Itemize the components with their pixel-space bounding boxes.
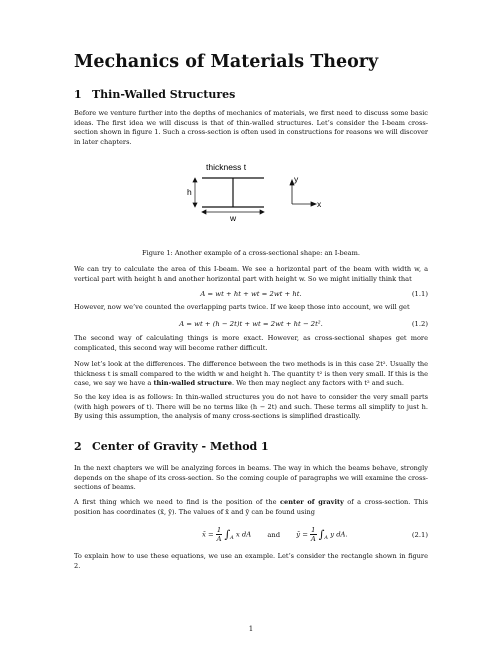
eq-integrand: y dA. (330, 530, 348, 539)
section-title: Thin-Walled Structures (92, 88, 236, 101)
eq-integrand: x dA (235, 530, 252, 539)
term-thin-walled-structure: thin-walled structure (153, 379, 232, 388)
figure-label-w: w (230, 213, 237, 223)
page-number: 1 (248, 625, 254, 633)
text-run: of a cross-section. This position has coordinates (x̄, ȳ). The values of x̄ and ȳ can be found using (74, 498, 428, 516)
equation-1-2-tag: (1.2) (411, 320, 428, 328)
integral-sign: ∫ (224, 528, 231, 541)
equation-1-1-body: A = wt + ht + wt = 2wt + ht. (200, 290, 302, 298)
paragraph-area-intro: We can try to calculate the area of this I-beam. We see a horizontal part of the beam with width w, a vertical part with height h and another horizontal part with height w. So we might initially think that (74, 265, 428, 283)
fraction (310, 526, 316, 543)
equation-1-1-tag: (1.1) (411, 290, 428, 298)
paragraph-exact: The second way of calculating things is more exact. However, as cross-sectional shapes get more complicated, this second way will become rather difficult. (74, 334, 428, 352)
integral-subscript: A (324, 534, 329, 541)
figure-label-h: h (187, 187, 192, 197)
paragraph-example: To explain how to use these equations, we use an example. Let’s consider the rectangle shown in figure 2. (74, 552, 428, 570)
section-number: 1 (74, 88, 82, 101)
figure-label-y: y (294, 174, 299, 184)
fraction-denominator: A (310, 535, 316, 543)
equation-2-1 (74, 524, 428, 546)
figure-caption: Figure 1: Another example of a cross-sectional shape: an I-beam. (142, 249, 360, 257)
equation-1-2 (74, 320, 428, 330)
section-1-heading (74, 88, 235, 101)
equation-2-1-body (202, 526, 348, 543)
fraction (216, 526, 222, 543)
figure-label-x: x (317, 199, 322, 209)
section-number: 2 (74, 440, 82, 453)
paragraph-intro: Before we venture further into the depths of mechanics of materials, we first need to discuss some basic ideas. The first idea we will discuss is that of thin-walled structures. Let’s consider the I-beam cross-section shown in figure 1. Such a cross-section is often used in constructions for reasons we will discover in later chapters. (74, 109, 428, 146)
section-2-heading (74, 440, 269, 453)
section-title: Center of Gravity - Method 1 (92, 440, 269, 453)
text-run: . We then may neglect any factors with t² and such. (231, 379, 404, 388)
paragraph-key-idea: So the key idea is as follows: In thin-walled structures you do not have to consider the very small parts (with high powers of t). There will be no terms like (h − 2t) and such. These terms all simplify to just h. By using this assumption, the analysis of many cross-sections is simplified drastically. (74, 393, 428, 421)
figure-i-beam (187, 160, 340, 232)
equation-1-1 (74, 290, 428, 300)
eq-xbar: x̄ = (202, 530, 214, 539)
paragraph-overlap: However, now we’ve counted the overlapping parts twice. If we keep those into account, we will get (74, 303, 410, 311)
text-run: Now let’s look at the differences. The difference between the two methods is in this case 2t². Usually the thickness t is small compared to the width w and height h. The quantity t² is then very small. If this is the case, we say we have a (74, 360, 428, 388)
fraction-numerator: 1 (216, 526, 222, 534)
paragraph-thin-walled (74, 360, 428, 389)
integral-subscript: A (230, 534, 234, 541)
integral-sign: ∫ (318, 528, 325, 541)
paragraph-center-gravity (74, 498, 428, 517)
equation-1-2-body: A = wt + (h − 2t)t + wt = 2wt + ht − 2t². (179, 320, 323, 328)
term-center-of-gravity: center of gravity (280, 498, 344, 506)
fraction-denominator: A (216, 535, 222, 543)
page-title: Mechanics of Materials Theory (74, 52, 379, 72)
fraction-numerator: 1 (311, 526, 316, 534)
text-run: A first thing which we need to find is the position of the (74, 498, 281, 506)
eq-ybar: ȳ = (296, 530, 308, 539)
equation-2-1-tag: (2.1) (411, 531, 428, 539)
figure-label-thickness: thickness t (206, 162, 247, 172)
paragraph-forces: In the next chapters we will be analyzing forces in beams. The way in which the beams behave, strongly depends on the shape of its cross-section. So the coming couple of paragraphs we will examine the cross-sections of beams. (74, 464, 428, 492)
eq-and: and (267, 530, 281, 539)
